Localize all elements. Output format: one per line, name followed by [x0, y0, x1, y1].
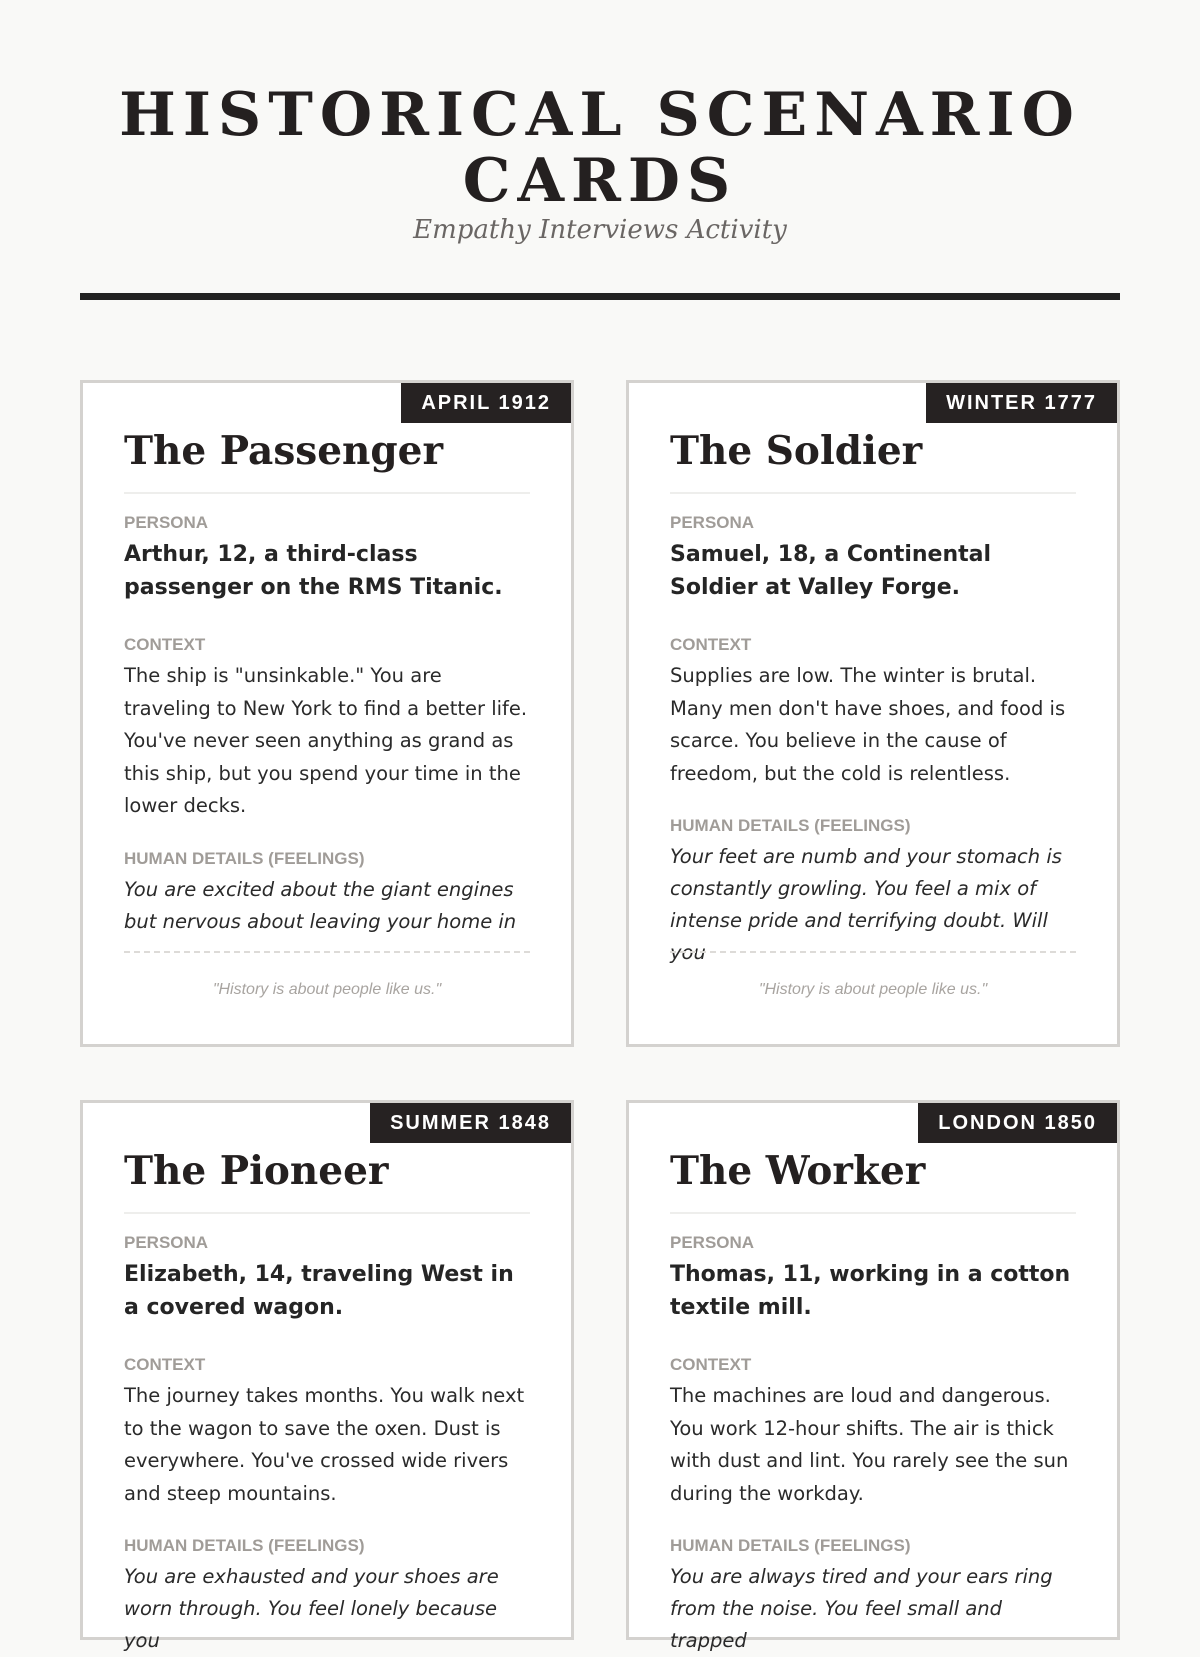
human-details-text: You are exhausted and your shoes are worn through. You feel lonely because you	[124, 1565, 499, 1652]
page-subtitle: Empathy Interviews Activity	[413, 215, 787, 245]
context-text: Supplies are low. The winter is brutal. Many men don't have shoes, and food is scarce. You believe in the cause of freedom, but the cold is relentless.	[670, 664, 1066, 785]
card-title: The Soldier	[670, 428, 1076, 494]
card-footer-quote: "History is about people like us."	[670, 951, 1076, 1044]
human-details-text: You are excited about the giant engines but nervous about leaving your home in	[124, 877, 517, 933]
card-title: The Worker	[670, 1148, 1076, 1214]
context-label: CONTEXT	[124, 635, 206, 654]
header-divider	[80, 293, 1120, 300]
human-details-text: Your feet are numb and your stomach is constantly growling. You feel a mix of intense pride and terrifying doubt. Will you	[670, 845, 1062, 964]
date-badge: WINTER 1777	[926, 383, 1117, 423]
scenario-card-passenger	[80, 380, 574, 1047]
context-text: The ship is "unsinkable." You are traveling to New York to find a better life. You've never seen anything as grand as this ship, but you spend your time in the lower decks.	[124, 664, 528, 817]
persona-label: PERSONA	[124, 513, 209, 532]
human-details-label: HUMAN DETAILS (FEELINGS)	[124, 848, 365, 868]
scenario-card-soldier	[626, 380, 1120, 1047]
scenario-card-worker	[626, 1100, 1120, 1652]
date-badge: LONDON 1850	[918, 1103, 1117, 1143]
context-text: The journey takes months. You walk next to the wagon to save the oxen. Dust is everywhere. You've crossed wide rivers and steep mountains.	[124, 1384, 525, 1505]
persona-label: PERSONA	[124, 1233, 209, 1252]
persona-label: PERSONA	[670, 1233, 755, 1252]
date-badge: SUMMER 1848	[370, 1103, 571, 1143]
context-label: CONTEXT	[670, 1355, 752, 1374]
persona-text: Samuel, 18, a Continental Soldier at Valley Forge.	[670, 542, 992, 600]
date-badge: APRIL 1912	[401, 383, 571, 423]
human-details-label: HUMAN DETAILS (FEELINGS)	[124, 1536, 365, 1555]
persona-text: Elizabeth, 14, traveling West in a covered wagon.	[124, 1262, 514, 1320]
context-text: The machines are loud and dangerous. You work 12-hour shifts. The air is thick with dust and lint. You rarely see the sun during the workday.	[670, 1384, 1069, 1505]
context-label: CONTEXT	[124, 1355, 206, 1374]
card-title: The Pioneer	[124, 1148, 530, 1214]
human-details-label: HUMAN DETAILS (FEELINGS)	[670, 1536, 911, 1555]
context-label: CONTEXT	[670, 635, 752, 654]
card-footer-quote: "History is about people like us."	[124, 951, 530, 1044]
human-details-text: You are always tired and your ears ring from the noise. You feel small and trapped	[670, 1565, 1053, 1652]
persona-text: Thomas, 11, working in a cotton textile mill.	[670, 1262, 1071, 1320]
scenario-card-pioneer	[80, 1100, 574, 1652]
page-title: HISTORICAL SCENARIO CARDS	[119, 80, 1081, 216]
human-details-label: HUMAN DETAILS (FEELINGS)	[670, 816, 911, 835]
card-title: The Passenger	[124, 428, 530, 494]
persona-label: PERSONA	[670, 513, 755, 532]
persona-text: Arthur, 12, a third-class passenger on the RMS Titanic.	[124, 542, 503, 600]
